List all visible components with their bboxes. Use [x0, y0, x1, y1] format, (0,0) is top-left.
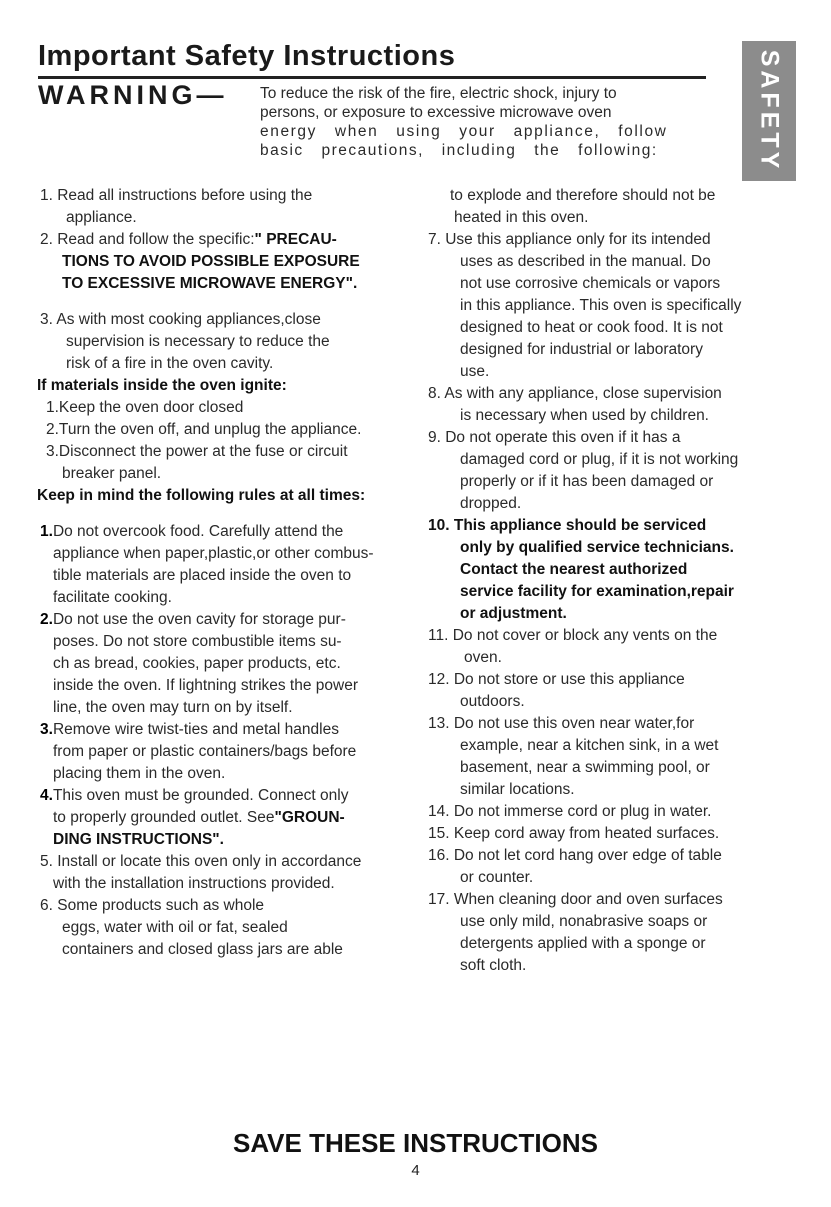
text-line: or counter.	[460, 869, 534, 886]
text-line: designed for industrial or laboratory	[460, 341, 703, 358]
right-column	[428, 185, 800, 977]
title-rule	[38, 76, 706, 79]
text-line: is necessary when used by children.	[460, 407, 709, 424]
text-line: example, near a kitchen sink, in a wet	[460, 737, 719, 754]
text-line: 13. Do not use this oven near water,for	[428, 715, 695, 732]
text-run: Do not overcook food. Carefully attend the	[52, 523, 344, 540]
text-line: ch as bread, cookies, paper products, etc.	[53, 655, 341, 672]
text-line: basement, near a swimming pool, or	[460, 759, 710, 776]
text-line: 3.Disconnect the power at the fuse or circuit	[46, 443, 348, 460]
text-line: with the installation instructions provided.	[53, 875, 335, 892]
text-line: 3. As with most cooking appliances,close	[40, 311, 321, 328]
text-line: heated in this oven.	[454, 209, 589, 226]
item-number: 1.	[40, 523, 53, 540]
text-line: tible materials are placed inside the oven to	[53, 567, 352, 584]
text-line: Keep in mind the following rules at all times:	[37, 487, 366, 504]
warning-line: To reduce the risk of the fire, electric shock, injury to	[260, 85, 617, 102]
text-line: use.	[460, 363, 490, 380]
text-line: to explode and therefore should not be	[450, 187, 716, 204]
warning-label: WARNING—	[38, 80, 228, 110]
warning-line: basic precautions, including the following:	[260, 142, 658, 159]
item-number: 3.	[40, 721, 53, 738]
save-instructions-heading: SAVE THESE INSTRUCTIONS	[232, 1128, 598, 1158]
text-line: designed to heat or cook food. It is not	[460, 319, 723, 336]
text-line: similar locations.	[460, 781, 575, 798]
text-run: to properly grounded outlet. See	[53, 809, 275, 826]
text-line: not use corrosive chemicals or vapors	[460, 275, 721, 292]
text-line: 8. As with any appliance, close supervision	[428, 385, 722, 402]
text-line: detergents applied with a sponge or	[460, 935, 706, 952]
text-line: 16. Do not let cord hang over edge of table	[428, 847, 722, 864]
text-line: containers and closed glass jars are able	[62, 941, 343, 958]
item-number: 4.	[40, 787, 53, 804]
text-line: eggs, water with oil or fat, sealed	[62, 919, 288, 936]
text-line: Contact the nearest authorized	[460, 561, 688, 578]
text-run: 2. Read and follow the specific:	[40, 231, 255, 248]
text-line: dropped.	[460, 495, 522, 512]
text-line: If materials inside the oven ignite:	[37, 377, 287, 394]
text-run: " PRECAU-	[254, 231, 337, 248]
text-line: supervision is necessary to reduce the	[66, 333, 330, 350]
text-line: 1. Read all instructions before using the	[40, 187, 313, 204]
text-line: 7. Use this appliance only for its intended	[428, 231, 711, 248]
warning-text	[260, 84, 685, 160]
text-line	[40, 521, 420, 543]
text-line: outdoors.	[460, 693, 525, 710]
text-line: 12. Do not store or use this appliance	[428, 671, 685, 688]
text-line: line, the oven may turn on by itself.	[53, 699, 293, 716]
text-line: oven.	[464, 649, 502, 666]
page-number: 4	[411, 1162, 420, 1179]
text-line: appliance.	[66, 209, 137, 226]
text-line: service facility for examination,repair	[460, 583, 734, 600]
text-line: 17. When cleaning door and oven surfaces	[428, 891, 723, 908]
text-line: 5. Install or locate this oven only in accordance	[40, 853, 362, 870]
text-line: poses. Do not store combustible items su-	[53, 633, 342, 650]
text-line: use only mild, nonabrasive soaps or	[460, 913, 708, 930]
warning-line: persons, or exposure to excessive microwave oven	[260, 104, 612, 121]
text-line: from paper or plastic containers/bags before	[53, 743, 357, 760]
text-line: properly or if it has been damaged or	[460, 473, 714, 490]
text-line: TIONS TO AVOID POSSIBLE EXPOSURE	[62, 253, 360, 270]
text-line: breaker panel.	[62, 465, 162, 482]
text-run: Remove wire twist-ties and metal handles	[52, 721, 339, 738]
text-line: 2.Turn the oven off, and unplug the appliance.	[46, 421, 362, 438]
text-line: DING INSTRUCTIONS".	[53, 831, 224, 848]
text-line	[40, 229, 420, 251]
text-line: facilitate cooking.	[53, 589, 172, 606]
item-number: 2.	[40, 611, 53, 628]
text-run: This oven must be grounded. Connect only	[52, 787, 349, 804]
safety-side-tab	[742, 41, 796, 181]
spacer	[40, 507, 420, 521]
text-line: or adjustment.	[460, 605, 567, 622]
text-line: risk of a fire in the oven cavity.	[66, 355, 274, 372]
text-line: in this appliance. This oven is specifically	[460, 297, 742, 314]
text-line	[40, 609, 420, 631]
text-line: 14. Do not immerse cord or plug in water.	[428, 803, 712, 820]
text-line: uses as described in the manual. Do	[460, 253, 711, 270]
text-line: 11. Do not cover or block any vents on the	[428, 627, 718, 644]
text-line: 9. Do not operate this oven if it has a	[428, 429, 681, 446]
text-line: only by qualified service technicians.	[460, 539, 734, 556]
text-line	[40, 719, 420, 741]
text-line: damaged cord or plug, if it is not working	[460, 451, 739, 468]
text-line: 6. Some products such as whole	[40, 897, 265, 914]
text-line: soft cloth.	[460, 957, 527, 974]
page-title: Important Safety Instructions	[38, 40, 456, 72]
safety-tab-label: SAFETY	[755, 49, 784, 173]
text-run: Do not use the oven cavity for storage pur-	[52, 611, 346, 628]
text-line	[40, 807, 420, 829]
left-column	[37, 185, 420, 961]
text-line: TO EXCESSIVE MICROWAVE ENERGY".	[62, 275, 358, 292]
text-line: inside the oven. If lightning strikes the power	[53, 677, 359, 694]
text-line	[40, 785, 420, 807]
text-line: appliance when paper,plastic,or other combus-	[53, 545, 374, 562]
spacer	[40, 295, 420, 309]
warning-line: energy when using your appliance, follow	[260, 123, 668, 140]
text-line: 10. This appliance should be serviced	[428, 517, 707, 534]
text-line: 1.Keep the oven door closed	[46, 399, 244, 416]
text-line: placing them in the oven.	[53, 765, 226, 782]
text-run: "GROUN-	[274, 809, 345, 826]
text-line: 15. Keep cord away from heated surfaces.	[428, 825, 720, 842]
